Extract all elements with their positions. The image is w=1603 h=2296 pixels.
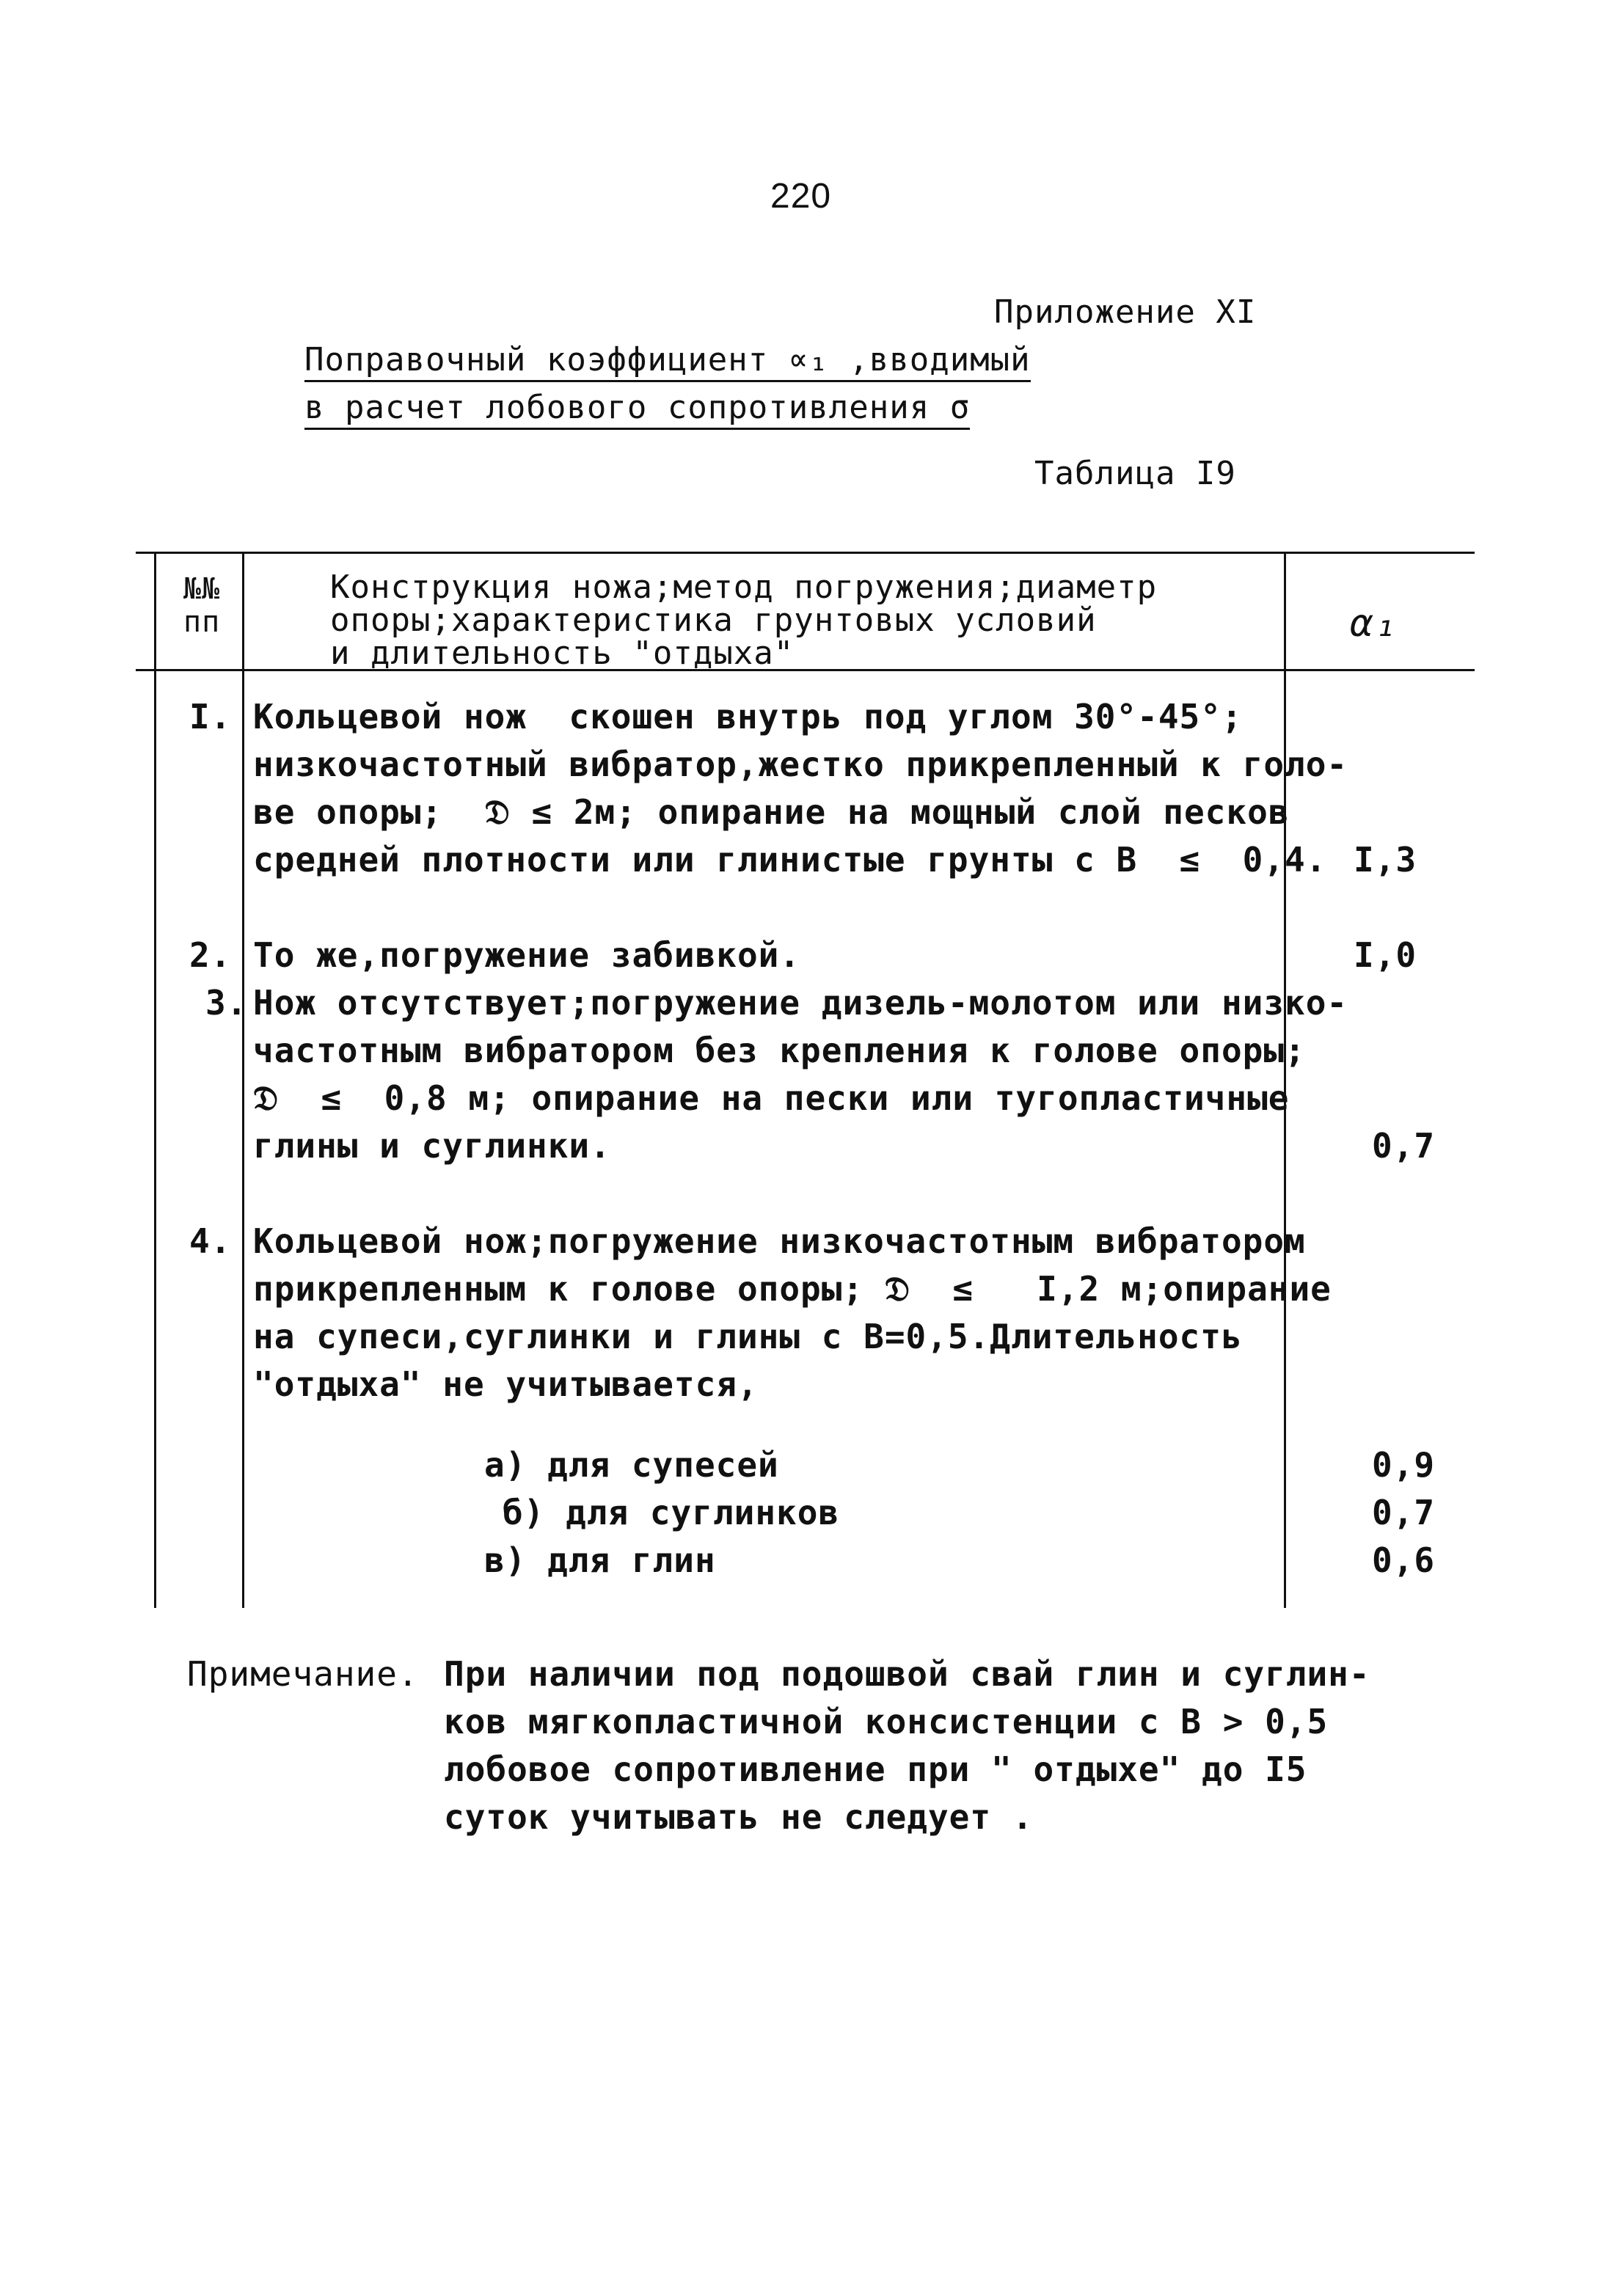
row-2-line-1: То же,погружение забивкой. — [253, 935, 801, 975]
title-line-2: в расчет лобового сопротивления σ — [304, 389, 970, 430]
row-4-line-4: "отдыха" не учитывается, — [253, 1364, 759, 1404]
header-coef: α₁ — [1350, 602, 1398, 646]
table-num-divider — [242, 552, 244, 1608]
row-4-sub-a-coef: 0,9 — [1372, 1445, 1436, 1485]
row-4-line-2: прикрепленным к голове опоры; 𝔇 ≤ I,2 м;опирание — [253, 1269, 1332, 1309]
row-4-sub-a: а) для супесей — [484, 1445, 779, 1485]
row-1-line-1: Кольцевой нож скошен внутрь под углом 30°-45°; — [253, 697, 1243, 736]
row-4-line-3: на супеси,суглинки и глины с В=0,5.Длительность — [253, 1317, 1243, 1356]
note-line-3: лобовое сопротивление при " отдыхе" до I5 — [444, 1750, 1307, 1789]
row-3-num: 3. — [205, 983, 248, 1023]
row-3-line-4: глины и суглинки. — [253, 1126, 611, 1166]
row-1-coef: I,3 — [1354, 840, 1417, 880]
page-number: 220 — [770, 177, 832, 216]
note-line-4: суток учитывать не следует . — [444, 1797, 1034, 1837]
row-4-sub-c: в) для глин — [484, 1540, 716, 1580]
row-3-line-3: 𝔇 ≤ 0,8 м; опирание на пески или тугопластичные — [253, 1078, 1290, 1118]
row-4-sub-b-coef: 0,7 — [1372, 1493, 1436, 1532]
row-1-line-4: средней плотности или глинистые грунты с В ≤ 0,4. — [253, 840, 1327, 880]
row-4-sub-b: б) для суглинков — [503, 1493, 840, 1532]
row-3-line-2: частотным вибратором без крепления к голове опоры; — [253, 1031, 1306, 1070]
header-desc-2: опоры;характеристика грунтовых условий — [330, 602, 1097, 639]
row-4-sub-c-coef: 0,6 — [1372, 1540, 1436, 1580]
row-2-num: 2. — [189, 935, 232, 975]
row-3-line-1: Нож отсутствует;погружение дизель-молотом или низко- — [253, 983, 1348, 1023]
table-left-rule — [154, 552, 156, 1608]
row-1-line-3: ве опоры; 𝔇 ≤ 2м; опирание на мощный слой песков — [253, 792, 1290, 832]
table-label: Таблица I9 — [1034, 455, 1236, 492]
header-num-2: пп — [183, 605, 221, 639]
header-desc-3: и длительность "отдыха" — [330, 635, 795, 672]
row-1-line-2: низкочастотный вибратор,жестко прикрепленный к голо- — [253, 745, 1348, 784]
row-2-coef: I,0 — [1354, 935, 1417, 975]
header-desc-1: Конструкция ножа;метод погружения;диаметр — [330, 568, 1158, 606]
appendix-label: Приложение XI — [994, 293, 1257, 331]
row-4-num: 4. — [189, 1221, 232, 1261]
note-line-1: При наличии под подошвой свай глин и суглин- — [444, 1654, 1370, 1694]
header-num-1: №№ — [183, 572, 221, 606]
row-4-line-1: Кольцевой нож;погружение низкочастотным вибратором — [253, 1221, 1306, 1261]
note-line-2: ков мягкопластичной консистенции с В > 0,5 — [444, 1702, 1329, 1741]
row-3-coef: 0,7 — [1372, 1126, 1436, 1166]
row-1-num: I. — [189, 697, 232, 736]
title-line-1: Поправочный коэффициент ∝₁ ,вводимый — [304, 341, 1031, 382]
table-top-rule — [136, 552, 1475, 554]
note-label: Примечание. — [187, 1654, 419, 1694]
